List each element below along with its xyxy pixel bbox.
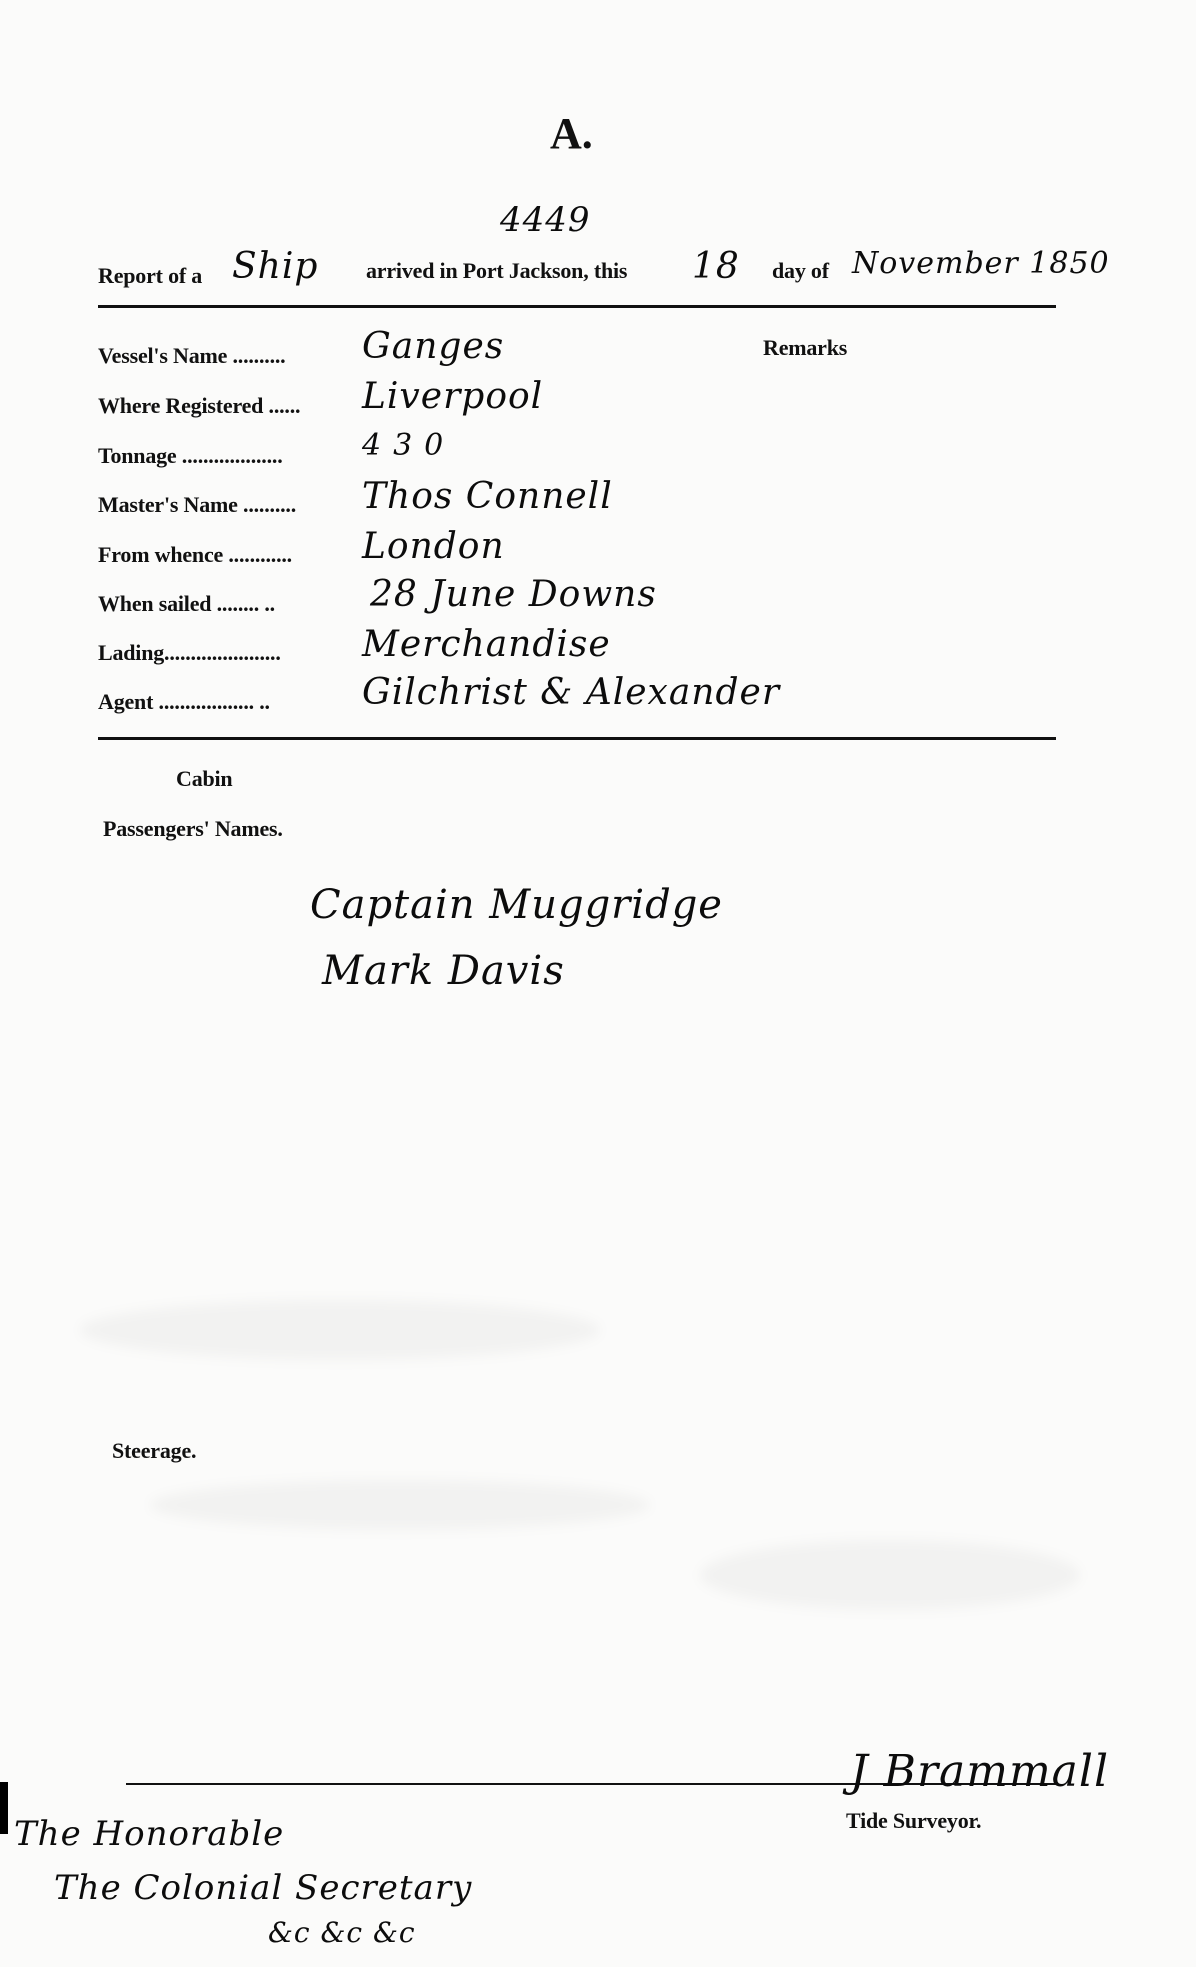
report-middle: arrived in Port Jackson, this <box>366 258 628 283</box>
field-label: Lading...................... <box>98 640 281 665</box>
addressee-line: The Honorable <box>14 1814 285 1854</box>
paper-smudge <box>700 1540 1080 1610</box>
field-value: Liverpool <box>362 376 544 417</box>
reference-number: 4449 <box>500 200 591 240</box>
addressee-line: &c &c &c <box>268 1916 416 1949</box>
field-label: Agent .................. .. <box>98 689 270 714</box>
surveyor-signature: J Brammall <box>850 1746 1110 1797</box>
field-value: 430 <box>362 428 456 463</box>
field-label: Where Registered ...... <box>98 393 301 418</box>
field-label: Vessel's Name .......... <box>98 343 286 368</box>
paper-smudge <box>80 1300 600 1360</box>
day-of: day of <box>772 258 829 283</box>
field-label: When sailed ........ .. <box>98 591 275 616</box>
divider-middle <box>98 737 1056 740</box>
form-letter: A. <box>550 109 593 158</box>
field-value: Merchandise <box>362 624 611 665</box>
addressee-line: The Colonial Secretary <box>54 1868 473 1908</box>
edge-mark <box>0 1782 8 1834</box>
field-value: 28 June Downs <box>370 574 657 615</box>
divider-top <box>98 305 1056 308</box>
steerage-label: Steerage. <box>112 1438 197 1463</box>
passengers-names-label: Passengers' Names. <box>103 816 283 841</box>
arrival-month-year: November 1850 <box>852 246 1110 281</box>
field-value: Ganges <box>362 326 505 367</box>
field-value: Gilchrist & Alexander <box>362 672 781 713</box>
report-prefix: Report of a <box>98 263 203 288</box>
field-label: Master's Name .......... <box>98 492 297 517</box>
vessel-type: Ship <box>232 246 319 287</box>
field-value: London <box>362 526 505 567</box>
cabin-label: Cabin <box>176 766 233 791</box>
cabin-passenger: Captain Muggridge <box>310 882 723 928</box>
field-label: From whence ............ <box>98 542 292 567</box>
remarks-label: Remarks <box>763 335 848 360</box>
surveyor-title: Tide Surveyor. <box>846 1808 982 1833</box>
arrival-day: 18 <box>692 246 740 287</box>
cabin-passenger: Mark Davis <box>322 948 565 994</box>
field-value: Thos Connell <box>362 476 613 517</box>
field-label: Tonnage ................... <box>98 443 283 468</box>
paper-smudge <box>150 1480 650 1530</box>
